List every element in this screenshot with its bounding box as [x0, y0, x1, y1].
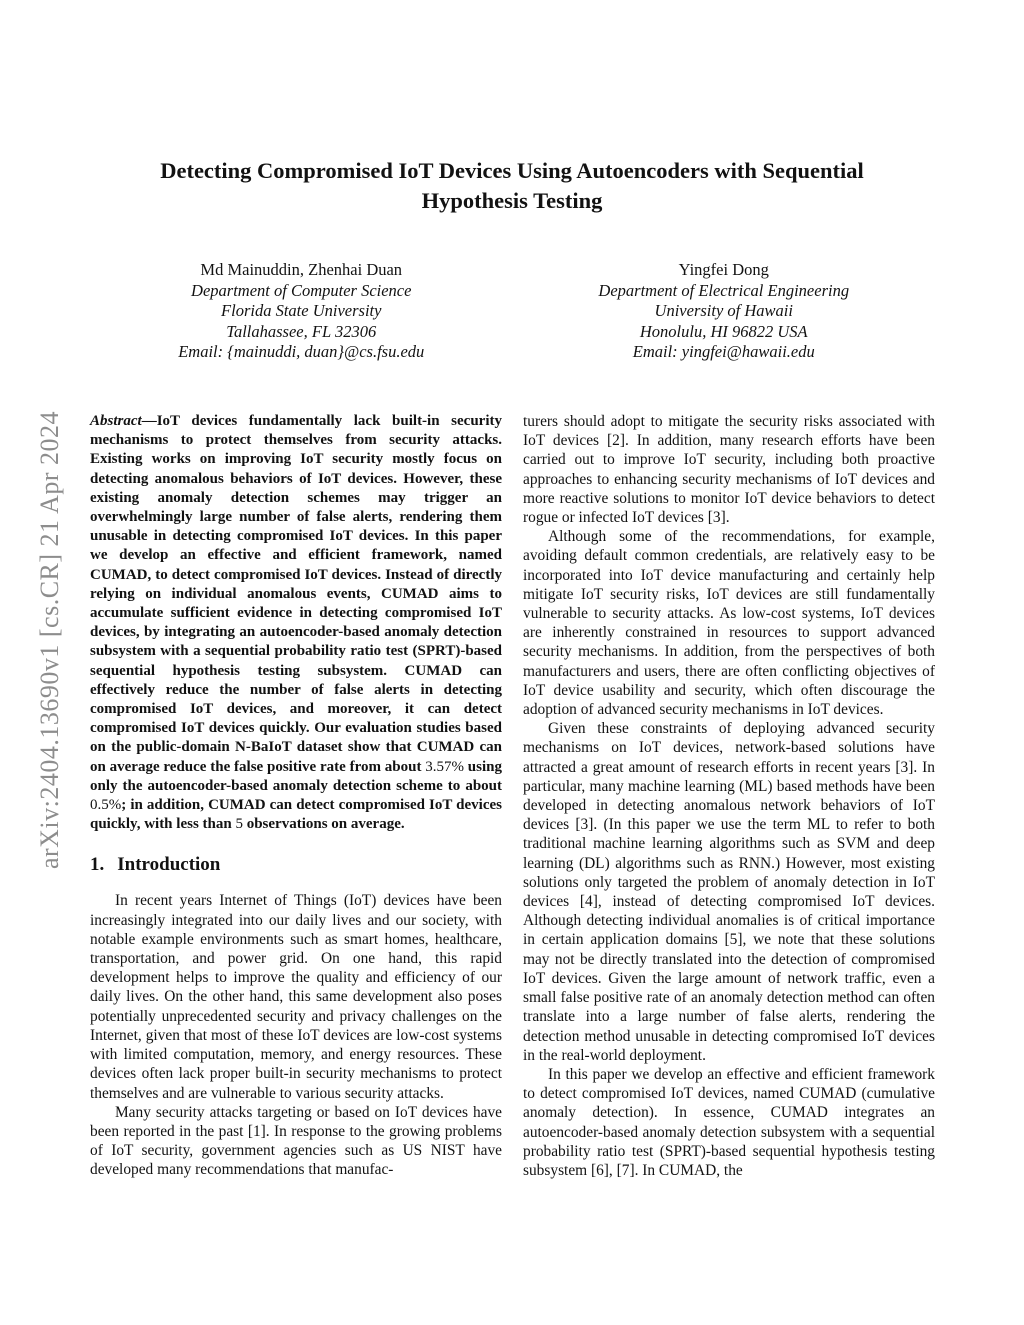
author-department: Department of Electrical Engineering [598, 280, 850, 300]
author-university: Florida State University [221, 301, 382, 320]
author-block-2 [513, 260, 936, 363]
intro-paragraph-3: turers should adopt to mitigate the security risks associated with IoT devices [2]. In addition, many research efforts have been carried out to improve IoT security, including both proactive approaches to enhancing security mechanisms of IoT devices and more reactive solutions to monitor IoT device behaviors to detect rogue or infected IoT devices [3]. [523, 413, 935, 527]
authors-row [90, 260, 935, 363]
author-email: Email: yingfei@hawaii.edu [632, 342, 815, 361]
abstract-math-observations: 5 [235, 816, 243, 833]
section-1-title: Introduction [117, 854, 221, 876]
author-block-1 [90, 260, 513, 363]
right-column [523, 412, 935, 1180]
intro-paragraph-4: Although some of the recommendations, for example, avoiding default common credentials, are relatively easy to be incorporated into IoT device manufacturing and certainly help mitigate IoT security risks, IoT devices are still fundamentally vulnerable to security attacks. As low-cost systems, IoT devices are inherently constrained in resources to support advanced security mechanisms. In addition, from the perspectives of both manufacturers and users, there are often conflicting objectives of IoT device usability and security, which often discourage the adoption of advanced security mechanisms in IoT devices. [523, 528, 935, 719]
abstract-paragraph [90, 412, 502, 834]
intro-paragraph-2: Many security attacks targeting or based on IoT devices have been reported in the past [1]. In response to the growing problems of IoT security, government agencies such as US NIST have developed many recommendations that manufac- [90, 1103, 502, 1179]
intro-paragraph-1: In recent years Internet of Things (IoT) devices have been increasingly integrated into our daily lives and our society, with notable example environments such as smart homes, healthcare, transportation, and power grid. On one hand, this rapid development helps to improve the quality and efficiency of our daily lives. On the other hand, this same development also poses potentially unprecedented security and privacy challenges on the Internet, given that most of these IoT devices are low-cost systems with limited computation, memory, and energy resources. These devices often lack proper built-in security mechanisms to protect themselves and are vulnerable to various security attacks. [90, 892, 502, 1102]
abstract-text-2: using only the autoencoder-based anomaly detection scheme to about [90, 758, 502, 794]
paper-title-line2: Hypothesis Testing [421, 188, 603, 213]
author-address: Honolulu, HI 96822 USA [639, 321, 808, 341]
paper-title-line1: Detecting Compromised IoT Devices Using Autoencoders with Sequential [160, 158, 864, 183]
paper-title [0, 156, 1024, 216]
abstract-math-fpr-after: 0.5% [90, 797, 122, 814]
abstract-text-4: observations on average. [242, 816, 405, 833]
author-name: Yingfei Dong [678, 260, 769, 279]
abstract-math-fpr-before: 3.57% [425, 758, 464, 775]
intro-paragraph-6: In this paper we develop an effective and efficient framework to detect compromised IoT devices, named CUMAD (cumulative anomaly detection). In essence, CUMAD integrates an autoencoder-based anomaly detection subsystem with a sequential probability ratio test (SPRT)-based sequential hypothesis testing subsystem [6], [7]. In CUMAD, the [523, 1065, 935, 1179]
author-email: Email: {mainuddi, duan}@cs.fsu.edu [178, 342, 425, 361]
left-column [90, 412, 502, 1180]
section-1-heading [90, 854, 502, 876]
abstract-label: Abstract [90, 413, 142, 429]
section-1-number: 1. [90, 854, 105, 876]
author-university: University of Hawaii [654, 301, 793, 320]
intro-paragraph-5: Given these constraints of deploying advanced security mechanisms on IoT devices, network-based solutions have attracted a great amount of research efforts in recent years [3]. In particular, many machine learning (ML) based methods have been developed in detecting anomalous network behaviors of IoT devices [3]. (In this paper we use the term ML to refer to both traditional machine learning algorithms such as SVM and deep learning (DL) algorithms such as RNN.) However, most existing solutions only targeted the problem of anomaly detection in IoT devices [4], instead of detecting compromised IoT devices. Although detecting individual anomalies is of critical importance in certain application domains [5], we note that these solutions may not be directly translated into the detection of compromised IoT devices. Given the large amount of network traffic, even a small false positive rate of an anomaly detection method can often translate into a large number of false alerts, rendering the detection method unusable in detecting compromised IoT devices in the real-world deployment. [523, 720, 935, 1064]
abstract-text-3: ; in addition, CUMAD can detect compromised IoT devices quickly, with less than [90, 797, 502, 833]
author-name: Md Mainuddin, Zhenhai Duan [200, 260, 403, 279]
arxiv-watermark: arXiv:2404.13690v1 [cs.CR] 21 Apr 2024 [35, 410, 64, 870]
abstract-text-1: —IoT devices fundamentally lack built-in security mechanisms to protect themselves from security attacks. Existing works on improving IoT security mostly focus on detecting anomalous behaviors of IoT devices. However, these existing anomaly detection schemes may trigger an overwhelmingly large number of false alerts, rendering them unusable in detecting compromised IoT devices. In this paper we develop an effective and efficient framework, named CUMAD, to detect compromised IoT devices. Instead of directly relying on individual anomalous events, CUMAD aims to accumulate sufficient evidence in detecting compromised IoT devices, by integrating an autoencoder-based anomaly detection subsystem with a sequential probability ratio test (SPRT)-based sequential hypothesis testing subsystem. CUMAD can effectively reduce the number of false alerts in detecting compromised IoT devices, and moreover, it can detect compromised IoT devices quickly. Our evaluation studies based on the public-domain N-BaIoT dataset show that CUMAD can on average reduce the false positive rate from about [90, 413, 502, 775]
author-address: Tallahassee, FL 32306 [226, 321, 377, 341]
author-department: Department of Computer Science [191, 280, 412, 300]
